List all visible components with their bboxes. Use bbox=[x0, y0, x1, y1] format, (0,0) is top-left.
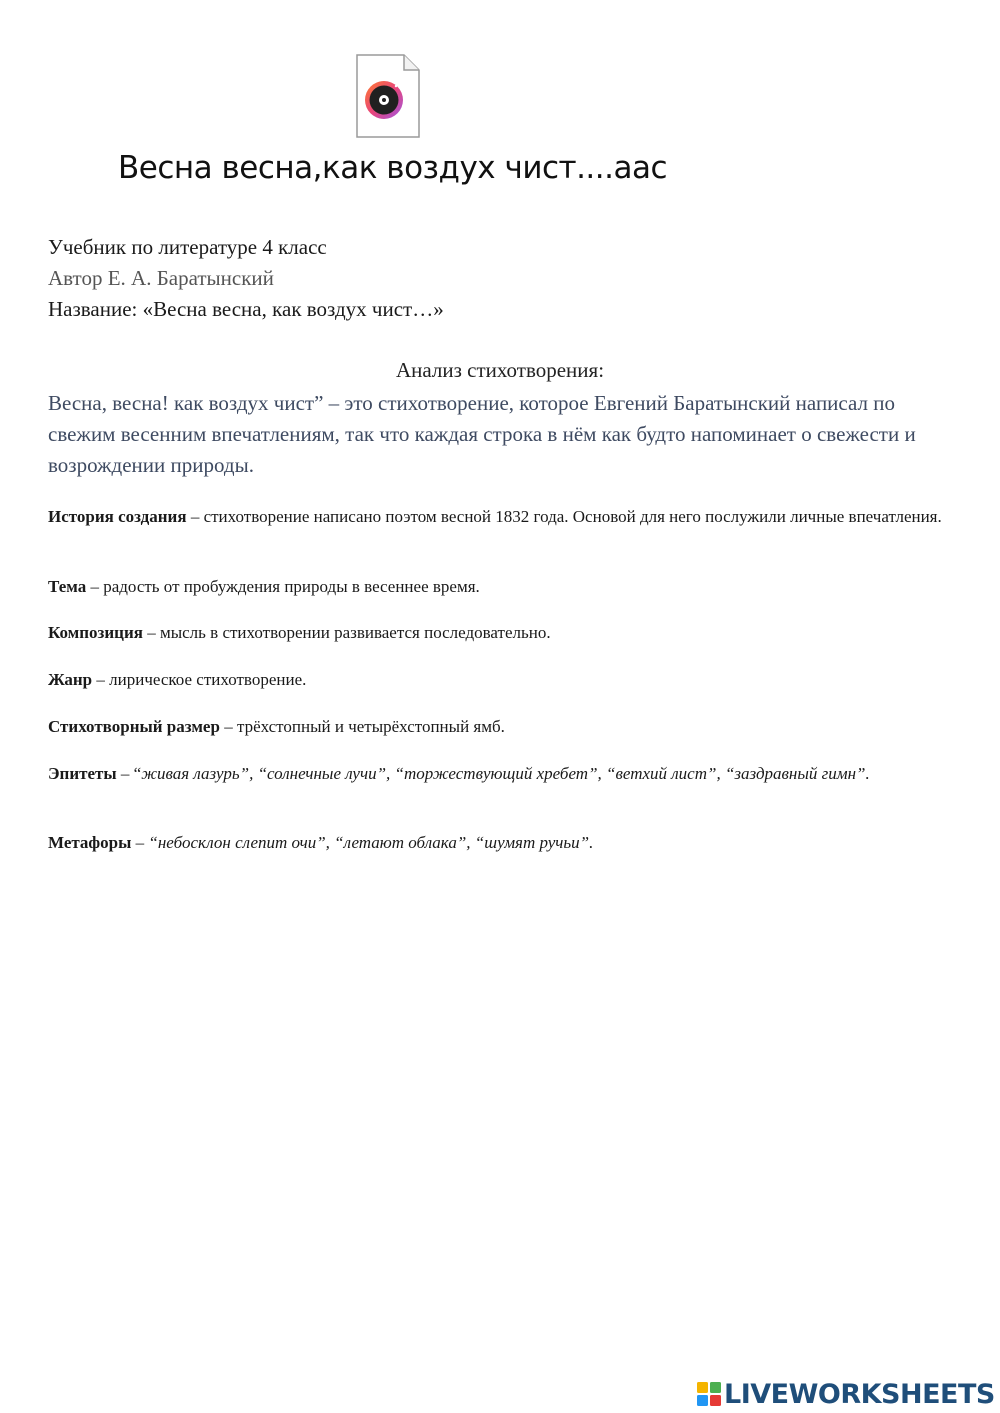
fact-label: История создания bbox=[48, 507, 187, 526]
fact-text: “небосклон слепит очи”, “летают облака”, “шумят ручьи”. bbox=[148, 833, 594, 852]
analysis-paragraph: Весна, весна! как воздух чист” – это стихотворение, которое Евгений Баратынский написал по свежим весенним впечатлениям, так что каждая строка в нём как будто напоминает о свежести и возрождении природы. bbox=[48, 391, 916, 477]
fact-label: Стихотворный размер bbox=[48, 717, 220, 736]
poem-name-line: Название: «Весна весна, как воздух чист…» bbox=[48, 297, 444, 321]
book-info bbox=[48, 232, 444, 325]
fact-label: Тема bbox=[48, 577, 87, 596]
fact-text: – мысль в стихотворении развивается последовательно. bbox=[142, 623, 551, 642]
fact-metaphors bbox=[48, 831, 593, 854]
fact-dash: – bbox=[131, 833, 149, 852]
fact-text: – трёхстопный и четырёхстопный ямб. bbox=[219, 717, 505, 736]
fact-theme bbox=[48, 575, 480, 598]
fact-text: – лирическое стихотворение. bbox=[92, 670, 307, 689]
fact-text: живая лазурь”, “солнечные лучи”, “торжествующий хребет”, “ветхий лист”, “заздравный гимн”. bbox=[141, 764, 870, 783]
audio-file-icon[interactable] bbox=[356, 54, 420, 138]
fact-label: Эпитеты bbox=[48, 764, 117, 783]
fact-text: – стихотворение написано поэтом весной 1832 года. Основой для него послужили личные впечатления. bbox=[186, 507, 942, 526]
analysis-heading: Анализ стихотворения: bbox=[395, 358, 605, 382]
fact-genre bbox=[48, 668, 306, 691]
fact-meter bbox=[48, 715, 505, 738]
textbook-line: Учебник по литературе 4 класс bbox=[48, 235, 327, 259]
fact-composition bbox=[48, 621, 551, 644]
fact-label: Метафоры bbox=[48, 833, 132, 852]
liveworksheets-logo[interactable] bbox=[697, 1376, 995, 1412]
fact-label: Композиция bbox=[48, 623, 143, 642]
document-title: Весна весна,как воздух чист....аас bbox=[118, 150, 668, 186]
fact-dash: – “ bbox=[116, 764, 142, 783]
author-line: Автор Е. А. Баратынский bbox=[48, 266, 274, 290]
brand-name: LIVEWORKSHEETS bbox=[724, 1378, 995, 1410]
fact-label: Жанр bbox=[48, 670, 93, 689]
fact-history bbox=[48, 505, 958, 528]
fact-text: – радость от пробуждения природы в весеннее время. bbox=[86, 577, 480, 596]
liveworksheets-logo-icon bbox=[697, 1382, 721, 1406]
fact-epithets bbox=[48, 762, 948, 785]
